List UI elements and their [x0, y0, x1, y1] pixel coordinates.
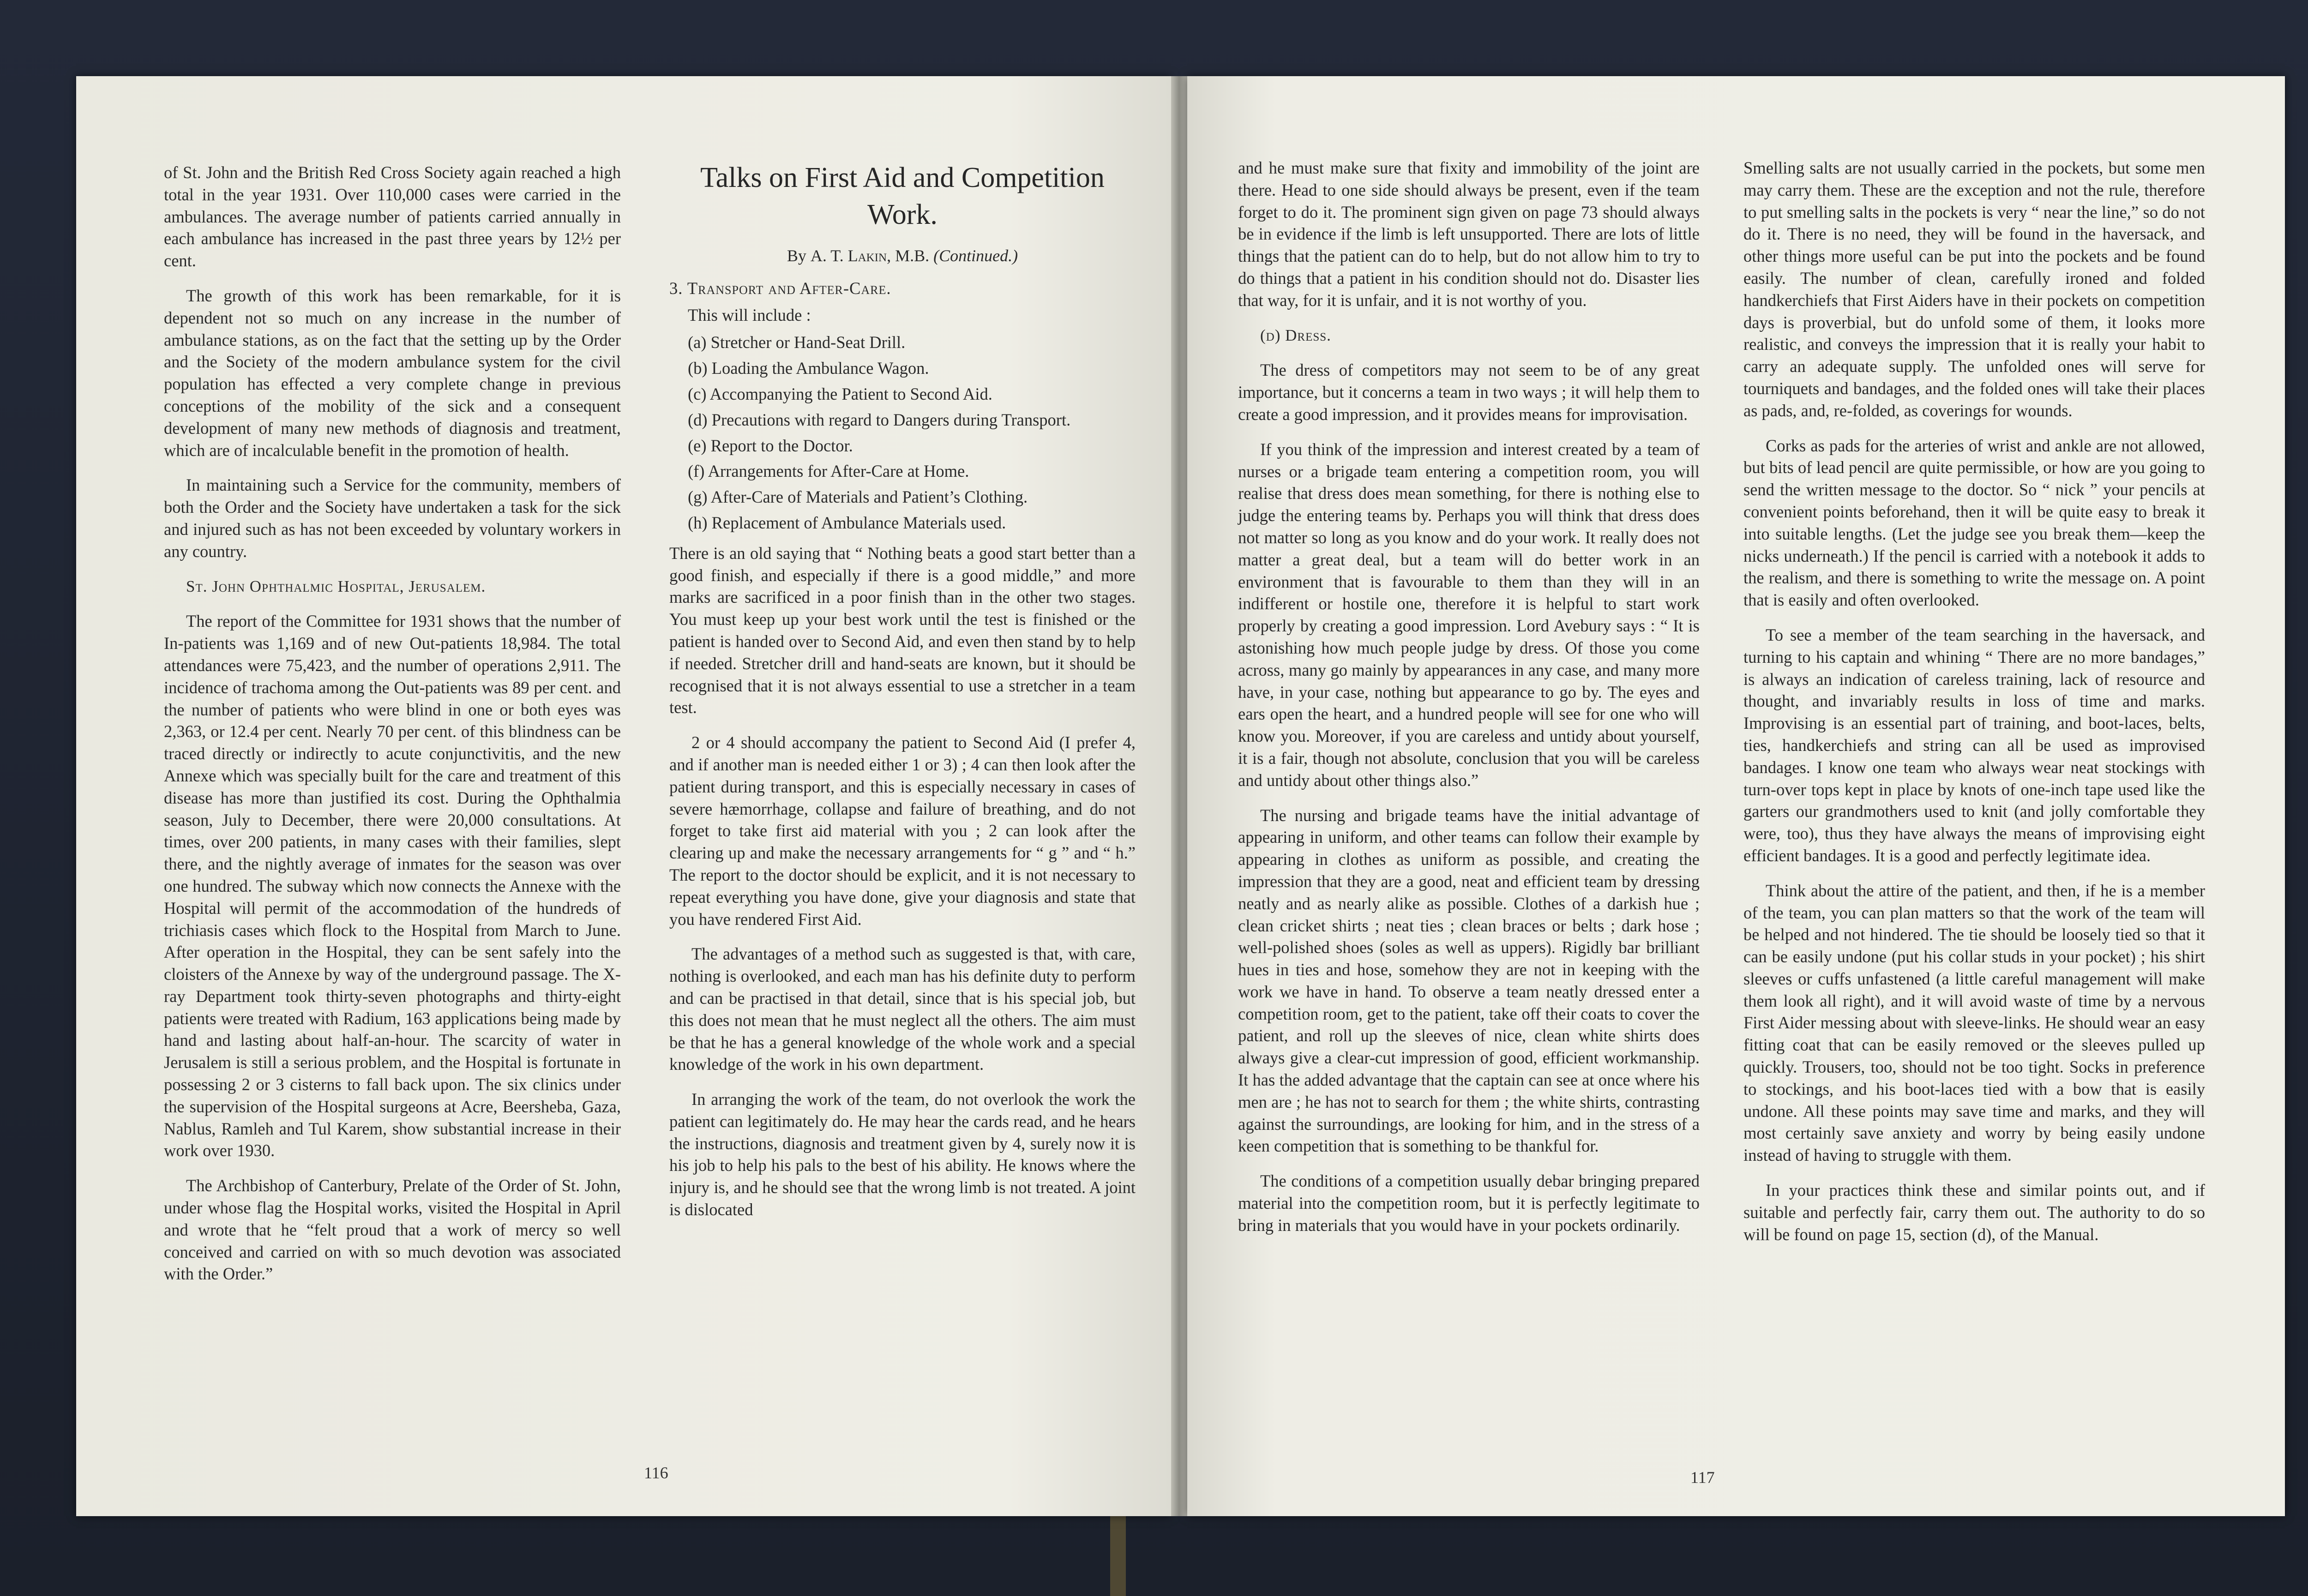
left-page-column-2	[669, 155, 1136, 1234]
list-item: (a) Stretcher or Hand-Seat Drill.	[688, 333, 906, 352]
list-item: (b) Loading the Ambulance Wagon.	[688, 359, 929, 378]
paragraph: The nursing and brigade teams have the initial advantage of appearing in uniform, and other teams can follow their example by appearing in clothes as uniform as possible, and creating the impression that they are a good, neat and efficient team by dressing neatly and as nearly alike as possible. Clothes of a darkish hue ; clean cricket shirts ; neat ties ; clean braces or belts ; dark hose ; well-polished shoes (soles as well as uppers). Rigidly bar brilliant hues in ties and hose, somehow they are not in keeping with the work we have in hand. To observe a team neatly dressed enter a competition room, get to the patient, take off their coats to cover the patient, and roll up the sleeves of nice, clean white shirts does always give a clear-cut impression of good, efficient workmanship. It has the added advantage that the captain can see at once where his men are ; he has not to search for them ; the white shirts, contrasting against the surroundings, are looking for him, and in the stress of a keen competition that is something to be thankful for.	[1238, 805, 1700, 1156]
paragraph: The advantages of a method such as suggested is that, with care, nothing is overlooked, and each man has his definite duty to perform and can be practised in that detail, since that is his special job, but this does not mean that he must neglect all the others. The aim must be that he has a general knowledge of the whole work and a special knowledge of the work in his own department.	[669, 944, 1136, 1074]
list-item: (c) Accompanying the Patient to Second Aid.	[688, 384, 992, 403]
paragraph: If you think of the impression and interest created by a team of nurses or a brigade team entering a competition room, you will realise that dress does mean something, for there is nothing else to judge the entering teams by. Perhaps you will think that dress does not matter so long as you know and do your work. It really does not matter a great deal, but a team will do better work in an environment that is favourable to them than they will in an indifferent or hostile one, therefore it is helpful to start work properly by creating a good impression. Lord Avebury says : “ It is astonishing how much people judge by dress. Of those you come across, many go mainly by appearances in any case, and many more have, in your case, nothing but appearance to go by. The eyes and ears open the heart, and a hundred people will see for one who will know you. Moreover, if you are careless and untidy about yourself, it is a fair, though not absolute, conclusion that you will be careless and untidy about other things also.”	[1238, 439, 1700, 790]
paragraph: The conditions of a competition usually debar bringing prepared material into the competition room, but it is perfectly legitimate to bring in materials that you would have in your pockets ordinarily.	[1238, 1171, 1700, 1235]
list-item: (g) After-Care of Materials and Patient’s Clothing.	[688, 487, 1028, 507]
paragraph: The Archbishop of Canterbury, Prelate of the Order of St. John, under whose flag the Hospital works, visited the Hospital in April and wrote that he “felt proud that a work of mercy so well conceived and carried on with so much devotion was associated with the Order.”	[164, 1176, 621, 1284]
paragraph: Smelling salts are not usually carried in the pockets, but some men may carry them. These are the exception and not the rule, therefore to put smelling salts in the pockets is very “ near the line,” so do not do it. There is no need, they will be found in the haversack, and other things more useful can be put into the pockets and be found easily. The number of clean, carefully ironed and folded handkerchiefs that First Aiders have in their pockets on competition days is proverbial, but do unfold some of them, it looks more realistic, and conveys the impression that it is really your habit to carry an adequate supply. The unfolded ones will serve for tourniquets and bandages, and the folded ones will take their places as pads, and, re-folded, as coverings for wounds.	[1743, 158, 2205, 420]
paragraph: There is an old saying that “ Nothing beats a good start better than a good finish, and especially if there is a good middle,” and more marks are sacrificed in a poor finish than in the other two stages. You must keep up your best work until the test is finished or the patient is handed over to Second Aid, and even then stand by to help if needed. Stretcher drill and hand-seats are known, but it should be recognised that it is not always essential to use a stretcher in a team test.	[669, 543, 1136, 717]
section-subheading: St. John Ophthalmic Hospital, Jerusalem.	[186, 577, 486, 595]
paragraph: To see a member of the team searching in the haversack, and turning to his captain and whining “ There are no more bandages,” is always an indication of careless training, lack of resource and thought, and invariably results in loss of time and marks. Improvising is an essential part of training, and boot-laces, belts, ties, handkerchiefs and string can all be used as improvised bandages. I know one team who always wear neat stockings with turn-over tops kept in place by knots of one-inch tape used like the garters our grandmothers used to knit (and jolly comfortable they were, too), thus they have always the means of improvising eight efficient bandages. It is a good and perfectly legitimate idea.	[1743, 625, 2205, 865]
paragraph: The report of the Committee for 1931 shows that the number of In-patients was 1,169 and of new Out-patients 18,984. The total attendances were 75,423, and the number of operations 2,911. The incidence of trachoma among the Out-patients was 89 per cent. and the number of patients who were blind in one or both eyes was 2,363, or 12.4 per cent. Nearly 70 per cent. of this blindness can be traced directly or indirectly to acute conjunctivitis, and the new Annexe which was specially built for the care and treatment of this disease has more than justified its cost. During the Ophthalmia season, July to December, there were 20,000 consultations. At times, over 200 patients, in many cases with their families, slept there, and the nightly average of inmates for the season was over one hundred. The subway which now connects the Annexe with the Hospital will permit of the accommodation of the hundreds of trichiasis cases which flock to the Hospital from March to June. After operation in the Hospital, they can be sent safely into the cloisters of the Annexe by way of the underground passage. The X-ray Department took thirty-seven photographs and thirty-eight patients were treated with Radium, 163 applications being made by hand and lasting about half-an-hour. The scarcity of water in Jerusalem is still a serious problem, and the Hospital is fortunate in possessing 2 or 3 cisterns to fall back upon. The six clinics under the supervision of the Hospital surgeons at Acre, Beersheba, Gaza, Nablus, Ramleh and Tul Karem, show substantial increase in their work over 1930.	[164, 612, 621, 1160]
byline	[669, 245, 1136, 267]
paragraph: In arranging the work of the team, do not overlook the work the patient can legitimately do. He may hear the cards read, and he hears the instructions, diagnosis and treatment given by 4, surely now it is his job to help his pals to the best of his ability. He knows where the injury is, and he should see that the wrong limb is not treated. A joint is dislocated	[669, 1090, 1136, 1219]
list-item: (f) Arrangements for After-Care at Home.	[688, 462, 969, 481]
list-item: (e) Report to the Doctor.	[688, 436, 853, 455]
section-intro: This will include :	[688, 305, 811, 324]
list-item: (d) Precautions with regard to Dangers during Transport.	[688, 410, 1071, 429]
author-degree: M.B.	[895, 246, 930, 265]
list-item: (h) Replacement of Ambulance Materials used.	[688, 513, 1006, 532]
byline-prefix: By	[787, 246, 806, 265]
paragraph: Think about the attire of the patient, and then, if he is a member of the team, you can plan matters so that the work of the team will be helped and not hindered. The tie should be loosely tied so that it can be easily undone (put his collar studs in your pocket) ; his shirt sleeves or cuffs unfastened (a little careful management will make them look all right), and it will avoid waste of time by a nervous First Aider messing about with sleeve-links. He should wear an easy fitting coat that can be easily removed or the sleeves pulled up quickly. Trousers, too, should not be too tight. Socks in preference to stockings, and his boot-laces tied with a bow that is easily undone. All these points may save time and marks, and they will most certainly save anxiety and worry by being easily undone instead of having to struggle with them.	[1743, 881, 2205, 1165]
paragraph: 2 or 4 should accompany the patient to Second Aid (I prefer 4, and if another man is needed either 1 or 3) ; 4 can then look after the patient during transport, and this is especially necessary in cases of severe hæmorrhage, collapse and failure of breathing, and do not forget to take first aid material with you ; 2 can look after the clearing up and make the necessary arrangements for “ g ” and “ h.” The report to the doctor should be explicit, and it is not necessary to repeat everything you have done, give your diagnosis and state that you have rendered First Aid.	[669, 733, 1136, 929]
left-page-column-1	[164, 162, 621, 1298]
paragraph: In maintaining such a Service for the community, members of both the Order and the Society have undertaken a task for the sick and injured such as has not been exceeded by voluntary workers in any country.	[164, 475, 621, 561]
paragraph: and he must make sure that fixity and immobility of the joint are there. Head to one side should always be present, even if the team forget to do it. The prominent sign given on page 73 should always be in evidence if the limb is left unsupported. There are lots of little things that the patient can do to help, but do not allow him to try to do things that a patient in his condition should not do. Disaster lies that way, for it is unfair, and it is not worthy of you.	[1238, 158, 1700, 310]
book-gutter	[1171, 76, 1187, 1516]
page-number: 116	[644, 1464, 668, 1482]
right-page-column-2	[1743, 157, 2205, 1258]
paragraph: In your practices think these and similar points out, and if suitable and perfectly fair, carry them out. The authority to do so will be found on page 15, section (d), of the Manual.	[1743, 1181, 2205, 1244]
article-title: Talks on First Aid and Competition Work.	[700, 162, 1105, 230]
paragraph: The growth of this work has been remarkable, for it is dependent not so much on any increase in the number of ambulance stations, as on the fact that the setting up by the Order and the Society of the modern ambulance system for the civil population has effected a very complete change in previous conceptions of the mobility of the sick and a consequent development of many new methods of diagnosis and treatment, which are of incalculable benefit in the promotion of health.	[164, 286, 621, 460]
left-page	[76, 76, 1171, 1516]
paragraph: The dress of competitors may not seem to be of any great importance, but it concerns a team in two ways ; it will help them to create a good impression, and it provides means for improvisation.	[1238, 360, 1700, 424]
section-subheading: (d) Dress.	[1260, 326, 1331, 344]
section-heading: 3. Transport and After-Care.	[669, 278, 891, 298]
paragraph: of St. John and the British Red Cross Society again reached a high total in the year 1931. Over 110,000 cases were carried in the ambulances. The average number of patients carried annually in each ambulance has increased in the past three years by 12½ per cent.	[164, 163, 621, 270]
paragraph: Corks as pads for the arteries of wrist and ankle are not allowed, but bits of lead pencil are quite permissible, or how are you going to send the written message to the doctor. So “ nick ” your pencils at convenient points beforehand, then it will be quite easy to break it into suitable lengths. (Let the judge see you break them—keep the nicks underneath.) If the pencil is carried with a notebook it adds to the realism, and there is something to write the message on. A point that is easily and often overlooked.	[1743, 436, 2205, 610]
right-page	[1187, 76, 2285, 1516]
right-page-column-1	[1238, 157, 1700, 1249]
author-name: A. T. Lakin,	[810, 246, 891, 265]
page-number: 117	[1690, 1468, 1715, 1487]
continued-note: (Continued.)	[933, 246, 1018, 265]
